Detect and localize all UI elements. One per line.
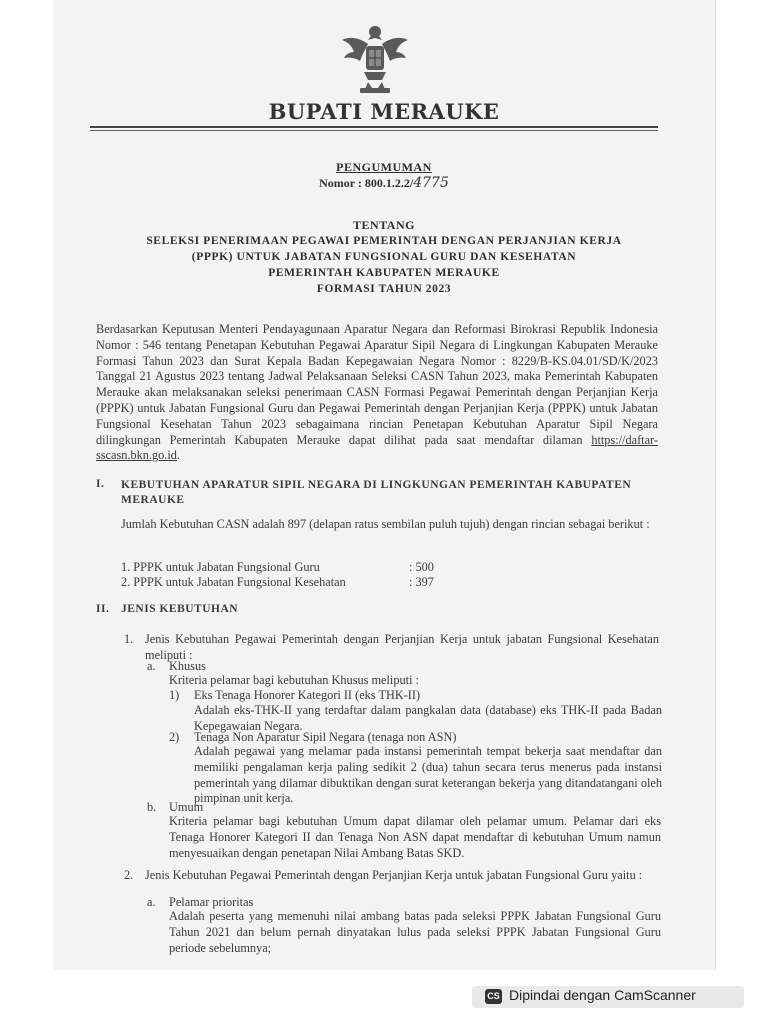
- point-2a-label: a.: [147, 895, 156, 909]
- subject-line-4: FORMASI TAHUN 2023: [316, 283, 452, 295]
- camscanner-logo-icon: CS: [485, 989, 502, 1004]
- point-1a-label: a.: [147, 659, 156, 673]
- point-2a-text: Adalah peserta yang memenuhi nilai ambang batas pada seleksi PPPK Jabatan Fungsional Guru Tahun 2021 dan belum pernah dinyatakan lulus pada seleksi PPPK Jabatan Fungsional Guru periode sebelumnya;: [169, 909, 661, 955]
- point-1a-2-title: Tenaga Non Aparatur Sipil Negara (tenaga non ASN): [194, 730, 457, 744]
- subject-line-3: PEMERINTAH KABUPATEN MERAUKE: [268, 267, 500, 279]
- section-1-number: I.: [96, 478, 105, 490]
- point-1b-title: Umum: [169, 800, 204, 814]
- point-2-number: 2.: [124, 868, 134, 882]
- point-1-number: 1.: [124, 632, 134, 646]
- point-1-text: Jenis Kebutuhan Pegawai Pemerintah dengan Perjanjian Kerja untuk jabatan Fungsional Kesehatan meliputi :: [145, 632, 659, 662]
- letterhead-rule-thin: [90, 130, 658, 131]
- point-1b-label: b.: [147, 800, 157, 814]
- subject-tentang: TENTANG: [353, 218, 415, 232]
- point-1a-2-number: 2): [169, 730, 180, 744]
- section-2-title: JENIS KEBUTUHAN: [121, 603, 239, 615]
- letterhead-title: BUPATI MERAUKE: [268, 99, 500, 124]
- need-item-1-value: : 500: [409, 560, 434, 574]
- point-2-text: Jenis Kebutuhan Pegawai Pemerintah dengan Perjanjian Kerja untuk jabatan Fungsional Guru yaitu :: [145, 868, 643, 882]
- subject-line-1: SELEKSI PENERIMAAN PEGAWAI PEMERINTAH DENGAN PERJANJIAN KERJA: [146, 235, 622, 247]
- document-number: [0, 175, 768, 191]
- subject-line-2: (PPPK) UNTUK JABATAN FUNGSIONAL GURU DAN KESEHATAN: [191, 251, 577, 263]
- announcement-heading: PENGUMUMAN: [336, 160, 432, 174]
- section-1-title: KEBUTUHAN APARATUR SIPIL NEGARA DI LINGKUNGAN PEMERINTAH KABUPATEN MERAUKE: [121, 479, 632, 506]
- point-2a-title: Pelamar prioritas: [169, 895, 254, 909]
- garuda-emblem-icon: [338, 22, 412, 96]
- document-number-label: Nomor : 800.1.2.2/: [319, 176, 414, 190]
- section-1-description: Jumlah Kebutuhan CASN adalah 897 (delapan ratus sembilan puluh tujuh) dengan rincian sebagai berikut :: [121, 517, 650, 531]
- intro-text: Berdasarkan Keputusan Menteri Pendayagunaan Aparatur Negara dan Reformasi Birokrasi Republik Indonesia Nomor : 546 tentang Penetapan Kebutuhan Pegawai Aparatur Sipil Negara di Lingkungan Kabupaten Merauke Formasi Tahun 2023 dan Surat Kepala Badan Kepegawaian Negara Nomor : 8229/B-KS.04.01/SD/K/2023 Tanggal 21 Agustus 2023 tentang Jadwal Pelaksanaan Seleksi CASN Tahun 2023, maka Pemerintah Kabupaten Merauke akan melaksanakan seleksi penerimaan CASN Formasi Pegawai Pemerintah dengan Perjanjian Kerja (PPPK) untuk Jabatan Fungsional Guru dan Pegawai Pemerintah dengan Perjanjian Kerja (PPPK) untuk Jabatan Fungsional Kesehatan Tahun 2023 sebagaimana rincian Penetapan Kebutuhan Aparatur Sipil Negara dilingkungan Pemerintah Kabupaten Merauke dapat dilihat pada saat mendaftar dilaman: [96, 322, 658, 447]
- point-1a-2-text: Adalah pegawai yang melamar pada instansi pemerintah tempat bekerja saat mendaftar dan memiliki pengalaman kerja paling sedikit 2 (dua) tahun secara terus menerus pada instansi pemerintah yang dilamar dibuktikan dengan surat keterangan bekerja yang ditandatangani oleh pimpinan unit kerja.: [194, 744, 662, 806]
- point-1a-1-title: Eks Tenaga Honorer Kategori II (eks THK-II): [194, 688, 421, 702]
- need-item-2-value: : 397: [409, 575, 434, 589]
- point-1a-1-number: 1): [169, 688, 180, 702]
- need-item-2-label: 2. PPPK untuk Jabatan Fungsional Kesehatan: [121, 575, 346, 589]
- point-1a-title: Khusus: [169, 659, 206, 673]
- point-1a-1-text: Adalah eks-THK-II yang terdaftar dalam pangkalan data (database) eks THK-II pada Badan Kepegawaian Negara.: [194, 703, 662, 733]
- intro-paragraph: [96, 322, 658, 464]
- point-1b-text: Kriteria pelamar bagi kebutuhan Umum dapat dilamar oleh pelamar umum. Pelamar dari eks Tenaga Honorer Kategori II dan Tenaga Non ASN dapat mendaftar di kebutuhan Umum namun menyesuaikan dengan penetapan Nilai Ambang Batas SKD.: [169, 814, 661, 860]
- intro-end: .: [176, 448, 181, 463]
- registration-link[interactable]: https://daftar-sscasn.bkn.go.id: [96, 432, 658, 463]
- document-number-handwritten: 4775: [413, 175, 449, 191]
- section-2-number: II.: [96, 603, 110, 615]
- point-1a-description: Kriteria pelamar bagi kebutuhan Khusus meliputi :: [169, 673, 419, 687]
- need-item-1-label: 1. PPPK untuk Jabatan Fungsional Guru: [121, 560, 320, 574]
- letterhead-rule-thick: [90, 126, 658, 128]
- camscanner-label: Dipindai dengan CamScanner: [509, 987, 696, 1003]
